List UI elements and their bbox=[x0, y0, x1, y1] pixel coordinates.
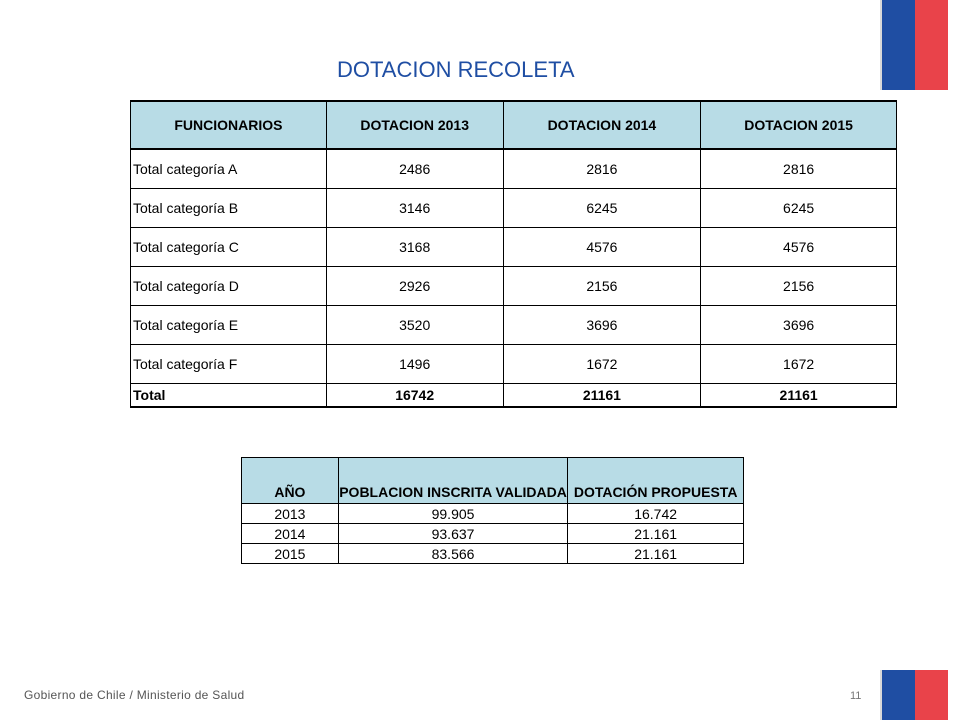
table-cell: 2015 bbox=[242, 544, 339, 564]
footer-text: Gobierno de Chile / Ministerio de Salud bbox=[24, 688, 245, 702]
column-header: DOTACION 2015 bbox=[701, 101, 897, 149]
category-label: Total categoría A bbox=[131, 149, 327, 189]
category-label: Total categoría E bbox=[131, 306, 327, 345]
table-row bbox=[131, 267, 897, 306]
page-number: 11 bbox=[850, 690, 862, 702]
table-cell: 2816 bbox=[503, 149, 701, 189]
flag-blue-stripe bbox=[882, 670, 915, 720]
table-cell: 6245 bbox=[503, 189, 701, 228]
table-row bbox=[242, 544, 744, 564]
staffing-table-header-row bbox=[131, 101, 897, 149]
table-row bbox=[242, 504, 744, 524]
category-label: Total categoría D bbox=[131, 267, 327, 306]
column-header: POBLACION INSCRITA VALIDADA bbox=[338, 458, 568, 504]
table-cell: 21161 bbox=[503, 384, 701, 408]
table-cell: 4576 bbox=[701, 228, 897, 267]
table-cell: 3520 bbox=[326, 306, 503, 345]
population-table bbox=[241, 457, 744, 564]
table-row bbox=[131, 189, 897, 228]
flag-blue-stripe bbox=[882, 0, 915, 90]
column-header: AÑO bbox=[242, 458, 339, 504]
total-row bbox=[131, 384, 897, 408]
table-cell: 16.742 bbox=[568, 504, 744, 524]
table-cell: 21.161 bbox=[568, 544, 744, 564]
table-row bbox=[131, 345, 897, 384]
population-table-header-row bbox=[242, 458, 744, 504]
table-cell: 83.566 bbox=[338, 544, 568, 564]
total-label: Total bbox=[131, 384, 327, 408]
category-label: Total categoría F bbox=[131, 345, 327, 384]
table-cell: 2156 bbox=[701, 267, 897, 306]
table-cell: 1672 bbox=[701, 345, 897, 384]
flag-red-stripe bbox=[915, 0, 948, 90]
table-cell: 2816 bbox=[701, 149, 897, 189]
category-label: Total categoría B bbox=[131, 189, 327, 228]
table-cell: 3146 bbox=[326, 189, 503, 228]
table-cell: 21161 bbox=[701, 384, 897, 408]
column-header: FUNCIONARIOS bbox=[131, 101, 327, 149]
table-cell: 99.905 bbox=[338, 504, 568, 524]
table-row bbox=[131, 306, 897, 345]
table-cell: 4576 bbox=[503, 228, 701, 267]
category-label: Total categoría C bbox=[131, 228, 327, 267]
table-row bbox=[131, 149, 897, 189]
table-cell: 1496 bbox=[326, 345, 503, 384]
table-cell: 1672 bbox=[503, 345, 701, 384]
table-cell: 2014 bbox=[242, 524, 339, 544]
table-cell: 3696 bbox=[701, 306, 897, 345]
staffing-table bbox=[130, 100, 897, 408]
chile-flag-decoration-top bbox=[882, 0, 948, 90]
table-cell: 2926 bbox=[326, 267, 503, 306]
column-header: DOTACION 2013 bbox=[326, 101, 503, 149]
column-header: DOTACIÓN PROPUESTA bbox=[568, 458, 744, 504]
table-row bbox=[131, 228, 897, 267]
table-row bbox=[242, 524, 744, 544]
table-cell: 6245 bbox=[701, 189, 897, 228]
table-cell: 2156 bbox=[503, 267, 701, 306]
table-cell: 2486 bbox=[326, 149, 503, 189]
table-cell: 21.161 bbox=[568, 524, 744, 544]
chile-flag-decoration-bottom bbox=[882, 670, 948, 720]
page-title-text: DOTACION RECOLETA bbox=[337, 57, 575, 82]
table-cell: 2013 bbox=[242, 504, 339, 524]
flag-red-stripe bbox=[915, 670, 948, 720]
table-cell: 93.637 bbox=[338, 524, 568, 544]
table-cell: 16742 bbox=[326, 384, 503, 408]
table-cell: 3696 bbox=[503, 306, 701, 345]
column-header: DOTACION 2014 bbox=[503, 101, 701, 149]
table-cell: 3168 bbox=[326, 228, 503, 267]
